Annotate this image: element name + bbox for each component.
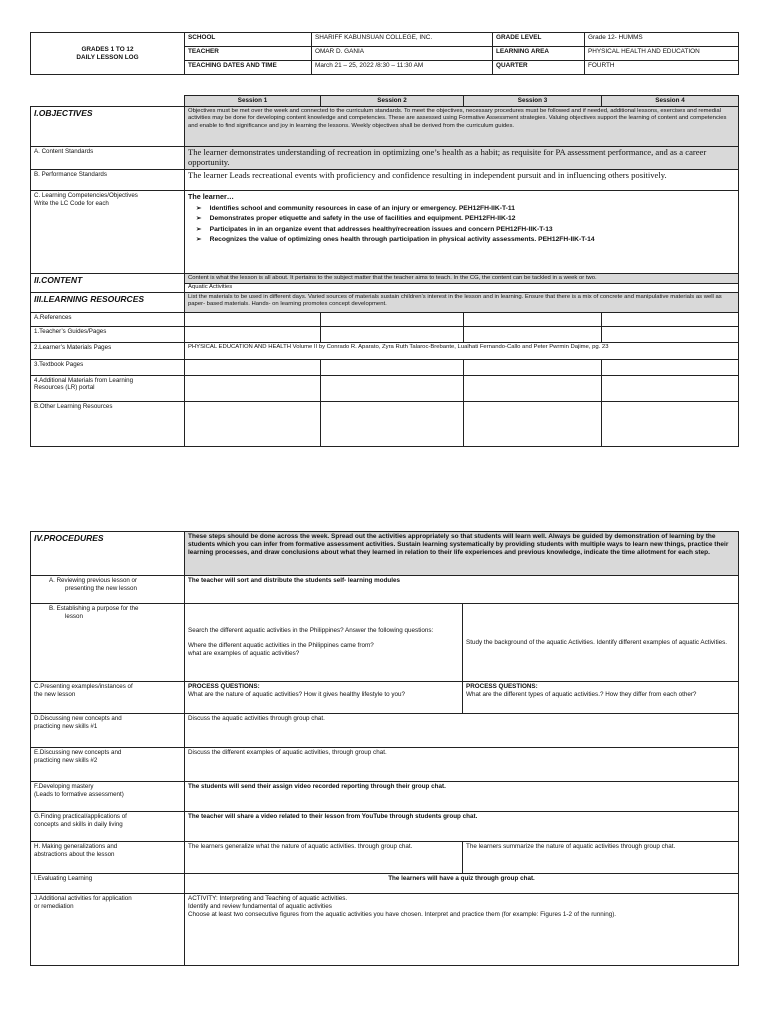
objectives-note: Objectives must be met over the week and connected to the curriculum standards. To meet the objectives, necessary procedures must be followed and if needed, additional lessons, exercises and remedial activities may be done for developing content knowledge and competencies. These are assessed using Formative Assessment strategies. Valuing objectives support the learning of content and competencies and enable to find significance and joy in learning the lessons. Weekly objectives shall be derived from the curriculum guides. — [185, 107, 739, 147]
discussing-2-label-line-2: practicing new skills #2 — [34, 756, 98, 764]
content-cell — [185, 273, 739, 292]
content-standards-label: A. Content Standards — [31, 147, 185, 170]
resources-title: III.LEARNING RESOURCES — [31, 292, 185, 312]
additional-activities-label-line-1: J.Additional activities for application — [34, 895, 132, 902]
process-questions-left: What are the nature of aquatic activities? How it gives healthy lifestyle to you? — [188, 690, 406, 698]
generalization-left: The learners generalize what the nature of aquatic activities. through group chat. — [185, 842, 463, 874]
activity-line-2: Identify and review fundamental of aquatic activities — [188, 902, 332, 910]
references-s2 — [321, 312, 464, 326]
references-s4 — [602, 312, 739, 326]
mastery-label — [31, 782, 185, 812]
purpose-label-line-2: lesson — [65, 612, 83, 620]
competencies-intro: The learner… — [188, 191, 234, 201]
competency-item: ➢ Identifies school and community resources in case of an injury or emergency. PEH12FH-IIK-T-11 — [196, 205, 735, 213]
generalization-label-line-1: H. Making generalizations and — [34, 843, 118, 850]
school-value: SHARIFF KABUNSUAN COLLEGE, INC. — [312, 33, 493, 47]
additional-activities-value — [185, 894, 739, 966]
competency-item: ➢ Participates in in an organize event that addresses healthy/recreation issues and concern PEH12FH-IIK-T-13 — [196, 226, 735, 234]
generalization-right: The learners summarize the nature of aquatic activities through group chat. — [463, 842, 739, 874]
additional-s1 — [185, 375, 321, 401]
other-s4 — [602, 401, 739, 446]
generalization-label — [31, 842, 185, 874]
content-topic: Aquatic Activities — [188, 284, 233, 291]
presenting-label-line-1: C.Presenting examples/instances of — [34, 683, 133, 690]
objectives-title: I.OBJECTIVES — [31, 107, 185, 147]
performance-standards-label: B. Performance Standards — [31, 169, 185, 190]
quarter-label: QUARTER — [493, 61, 585, 75]
lesson-log-title — [31, 33, 185, 75]
purpose-label — [31, 604, 185, 682]
additional-s2 — [321, 375, 464, 401]
process-questions-right-title: PROCESS QUESTIONS: — [466, 683, 538, 690]
competencies-label-line-2: Write the LC Code for each — [34, 199, 109, 207]
additional-label-line-2: Resources (LR) portal — [34, 384, 95, 392]
textbook-s3 — [464, 359, 602, 375]
discussing-1-label — [31, 714, 185, 748]
competencies-label-line-1: C. Learning Competencies/Objectives — [34, 191, 138, 199]
discussing-1-label-line-2: practicing new skills #1 — [34, 722, 98, 730]
presenting-label — [31, 682, 185, 714]
evaluating-value: The learners will have a quiz through group chat. — [185, 874, 739, 894]
additional-label-line-1: 4.Additional Materials from Learning — [34, 376, 134, 384]
mastery-value: The students will send their assign video recorded reporting through their group chat. — [185, 782, 739, 812]
competencies-label — [31, 190, 185, 273]
generalization-label-line-2: abstractions about the lesson — [34, 850, 115, 858]
teacher-value: OMAR D. GANIA — [312, 47, 493, 61]
presenting-right — [463, 682, 739, 714]
dates-value: March 21 – 25, 2022 /8:30 – 11:30 AM — [312, 61, 493, 75]
area-value: PHYSICAL HEALTH AND EDUCATION — [585, 47, 739, 61]
application-label-line-1: G.Finding practical/applications of — [34, 813, 127, 820]
other-resources-label: B.Other Learning Resources — [31, 401, 185, 446]
additional-activities-label — [31, 894, 185, 966]
dates-label: TEACHING DATES AND TIME — [185, 61, 312, 75]
purpose-left-line-2: Where the different aquatic activities in the Philippines came from? — [188, 642, 374, 650]
purpose-right: Study the background of the aquatic Activities. Identify different examples of aquatic Activities. — [463, 604, 739, 682]
mastery-label-line-2: (Leads to formative assessment) — [34, 790, 124, 798]
textbook-s4 — [602, 359, 739, 375]
textbook-s1 — [185, 359, 321, 375]
additional-activities-label-line-2: or remediation — [34, 902, 74, 910]
grade-value: Grade 12- HUMMS — [585, 33, 739, 47]
discussing-2-label — [31, 748, 185, 782]
references-label: A.References — [31, 312, 185, 326]
learners-materials-label: 2.Learner’s Materials Pages — [31, 342, 185, 359]
additional-s3 — [464, 375, 602, 401]
objectives-table — [30, 95, 739, 447]
other-s1 — [185, 401, 321, 446]
resources-note: List the materials to be used in different days. Varied sources of materials sustain children’s interest in the lesson and in learning. Ensure that there is a mix of concrete and manipulative materials as well as paper- based materials. Hands- on learning promotes concept development. — [185, 292, 739, 312]
review-label — [31, 576, 185, 604]
session-2-header: Session 2 — [321, 96, 464, 107]
review-value: The teacher will sort and distribute the students self- learning modules — [185, 576, 739, 604]
procedures-title: IV.PROCEDURES — [31, 532, 185, 576]
competencies-list — [196, 205, 735, 245]
header-table — [30, 32, 739, 75]
discussing-2-value: Discuss the different examples of aquatic activities, through group chat. — [185, 748, 739, 782]
performance-standards-value: The learner Leads recreational events with proficiency and confidence resulting in independent pursuit and in influencing others positively. — [185, 169, 739, 190]
title-line-1: GRADES 1 TO 12 — [81, 45, 134, 53]
session-3-header: Session 3 — [464, 96, 602, 107]
textbook-s2 — [321, 359, 464, 375]
references-s1 — [185, 312, 321, 326]
teacher-label: TEACHER — [185, 47, 312, 61]
process-questions-left-title: PROCESS QUESTIONS: — [188, 683, 260, 690]
competencies-cell — [185, 190, 739, 273]
blank-corner — [31, 96, 185, 107]
purpose-left-line-3: what are examples of aquatic activities? — [188, 649, 300, 657]
presenting-left — [185, 682, 463, 714]
competency-item: ➢ Demonstrates proper etiquette and safety in the use of facilities and equipment. PEH12FH-IIK-12 — [196, 215, 735, 223]
teachers-guide-s4 — [602, 326, 739, 342]
teachers-guide-s1 — [185, 326, 321, 342]
teachers-guide-label: 1.Teacher’s Guides/Pages — [31, 326, 185, 342]
session-4-header: Session 4 — [602, 96, 739, 107]
evaluating-label: I.Evaluating Learning — [31, 874, 185, 894]
session-1-header: Session 1 — [185, 96, 321, 107]
title-line-2: DAILY LESSON LOG — [76, 53, 139, 61]
quarter-value: FOURTH — [585, 61, 739, 75]
purpose-label-line-1: B. Establishing a purpose for the — [49, 605, 139, 612]
other-s3 — [464, 401, 602, 446]
presenting-label-line-2: the new lesson — [34, 690, 76, 698]
school-label: SCHOOL — [185, 33, 312, 47]
purpose-left — [185, 604, 463, 682]
references-s3 — [464, 312, 602, 326]
application-value: The teacher will share a video related to their lesson from YouTube through students group chat. — [185, 812, 739, 842]
content-standards-value: The learner demonstrates understanding of recreation in optimizing one’s health as a habit; as requisite for PA assessment performance, and as a career opportunity. — [185, 147, 739, 170]
other-s2 — [321, 401, 464, 446]
procedures-table — [30, 531, 739, 966]
activity-line-1: ACTIVITY: Interpreting and Teaching of aquatic activities. — [188, 895, 348, 902]
learners-materials-value: PHYSICAL EDUCATION AND HEALTH Volume II by Conrado R. Aparato, Zyra Ruth Talaroc-Brebante, Lualhati Fernando-Callo and Peter Pwrmin Dajime, pg. 23 — [185, 342, 739, 359]
application-label — [31, 812, 185, 842]
grade-label: GRADE LEVEL — [493, 33, 585, 47]
application-label-line-2: concepts and skills in daily living — [34, 820, 123, 828]
teachers-guide-s3 — [464, 326, 602, 342]
mastery-label-line-1: F.Developing mastery — [34, 783, 94, 790]
procedures-note: These steps should be done across the week. Spread out the activities appropriately so that students will learn well. Always be guided by demonstration of learning by the students which you can infer from formative assessment activities. Sustain learning systematically by providing students with multiple ways to learn new things, practice their learning processes, and draw conclusions about what they learned in relation to their life experiences and previous knowledge, indicate the time allotment for each step. — [185, 532, 739, 576]
discussing-2-label-line-1: E.Discussing new concepts and — [34, 749, 122, 756]
competency-item: ➢ Recognizes the value of optimizing ones health through participation in physical activity assessments. PEH12FH-IIK-T-14 — [196, 236, 735, 244]
process-questions-right: What are the different types of aquatic activities.? How they differ from each other? — [466, 690, 697, 698]
teachers-guide-s2 — [321, 326, 464, 342]
additional-materials-label — [31, 375, 185, 401]
textbook-label: 3.Textbook Pages — [31, 359, 185, 375]
area-label: LEARNING AREA — [493, 47, 585, 61]
discussing-1-value: Discuss the aquatic activities through group chat. — [185, 714, 739, 748]
discussing-1-label-line-1: D.Discussing new concepts and — [34, 715, 122, 722]
additional-s4 — [602, 375, 739, 401]
review-label-line-2: presenting the new lesson — [65, 584, 137, 592]
activity-line-3: Choose at least two consecutive figures from the aquatic activities you have chosen. Interpret and practice them (for example: Figures 1-2 of the running). — [188, 910, 617, 918]
review-label-line-1: A. Reviewing previous lesson or — [49, 577, 138, 584]
purpose-left-line-1: Search the different aquatic activities in the Philippines? Answer the following questions: — [188, 627, 434, 635]
content-note: Content is what the lesson is all about. It pertains to the subject matter that the teacher aims to teach. In the CG, the content can be tackled in a week or two. — [185, 274, 738, 284]
content-title: II.CONTENT — [31, 273, 185, 292]
